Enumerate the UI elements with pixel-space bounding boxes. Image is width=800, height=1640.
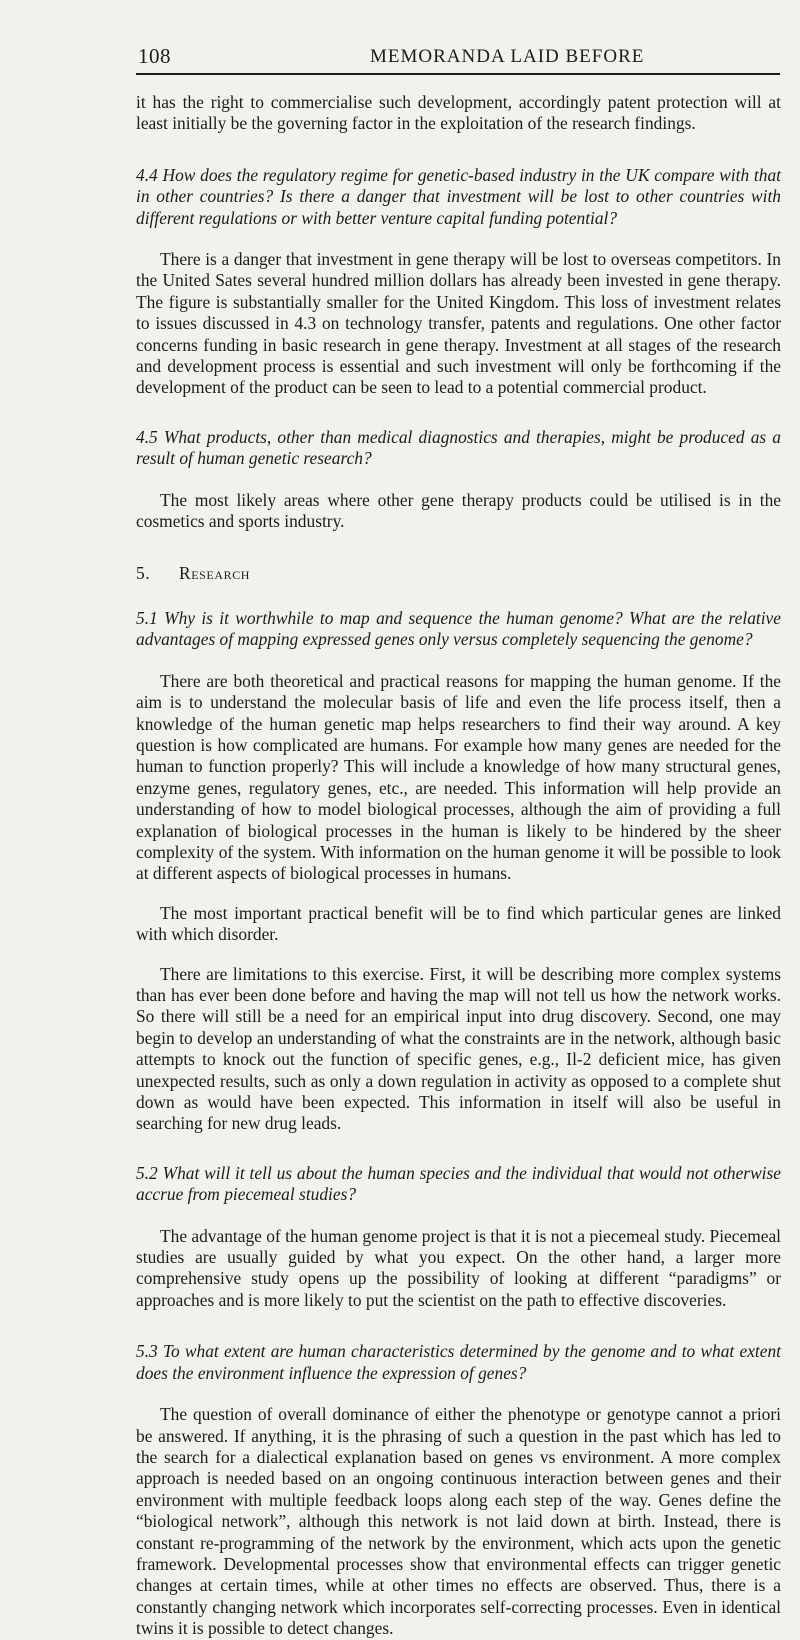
answer-4-5: The most likely areas where other gene therapy products could be utilised is in the cosmetics and sports industry. bbox=[136, 489, 781, 532]
answer-5-3: The question of overall dominance of either the phenotype or genotype cannot a priori be answered. If anything, it is the phrasing of such a question in the past which has led to the search for a dialectical explanation based on genes vs environment. A more complex approach is needed based on an ongoing continuous interaction between genes and their environment with multiple feedback loops along each step of the way. Genes define the “biological network”, although this network is not laid down at birth. Instead, there is constant re-programming of the network by the environment, which acts upon the genetic framework. Developmental processes show that environmental effects can trigger genetic changes at certain times, while at other times no effects are observed. Thus, there is a constantly changing network which incorporates self-correcting processes. Even in identical twins it is possible to detect changes. bbox=[136, 1404, 781, 1639]
header-rule bbox=[136, 73, 780, 75]
answer-5-1-c: There are limitations to this exercise. First, it will be describing more complex systems than has ever been done before and having the map will not tell us how the network works. So there will still be a need for an empirical input into drug discovery. Second, one may begin to develop an understanding of what the constraints are in the network, although basic attempts to knock out the function of specific genes, e.g., Il-2 deficient mice, has given unexpected results, such as only a down regulation in activity as opposed to a complete shut down as would have been expected. This information in itself will also be useful in searching for new drug leads. bbox=[136, 963, 781, 1134]
running-head: MEMORANDA LAID BEFORE bbox=[370, 46, 645, 67]
section-title: Research bbox=[179, 562, 251, 583]
question-5-3: 5.3 To what extent are human characteristics determined by the genome and to what extent does the environment influence the expression of genes? bbox=[136, 1341, 781, 1383]
section-heading-5 bbox=[136, 563, 781, 584]
answer-5-2: The advantage of the human genome project is that it is not a piecemeal study. Piecemeal studies are usually guided by what you expect. On the other hand, a larger more comprehensive study opens up the possibility of looking at different “paradigms” or approaches and is more likely to put the scientist on the path to effective discoveries. bbox=[136, 1225, 781, 1310]
paragraph-continued: it has the right to commercialise such development, accordingly patent protection will at least initially be the governing factor in the exploitation of the research findings. bbox=[136, 92, 781, 134]
question-4-4: 4.4 How does the regulatory regime for genetic-based industry in the UK compare with that in other countries? Is there a danger that investment will be lost to other countries with different regulations or with better venture capital funding potential? bbox=[136, 164, 781, 228]
question-5-1: 5.1 Why is it worthwhile to map and sequence the human genome? What are the relative advantages of mapping expressed genes only versus completely sequencing the genome? bbox=[136, 607, 781, 650]
page-header bbox=[138, 44, 778, 70]
question-5-2: 5.2 What will it tell us about the human species and the individual that would not otherwise accrue from piecemeal studies? bbox=[136, 1162, 781, 1205]
page-number: 108 bbox=[138, 44, 171, 68]
question-4-5: 4.5 What products, other than medical diagnostics and therapies, might be produced as a result of human genetic research? bbox=[136, 426, 781, 469]
answer-4-4: There is a danger that investment in gene therapy will be lost to overseas competitors. In the United Sates several hundred million dollars has already been invested in gene therapy. The figure is substantially smaller for the United Kingdom. This loss of investment relates to issues discussed in 4.3 on technology transfer, patents and regulations. One other factor concerns funding in basic research in gene therapy. Investment at all stages of the research and development process is essential and such investment will only be forthcoming if the development of the product can be seen to lead to a potential commercial product. bbox=[136, 249, 781, 398]
document-body bbox=[136, 92, 781, 1640]
section-number: 5. bbox=[136, 562, 151, 583]
answer-5-1-b: The most important practical benefit will be to find which particular genes are linked with which disorder. bbox=[136, 902, 781, 945]
answer-5-1-a: There are both theoretical and practical reasons for mapping the human genome. If the aim is to understand the molecular basis of life and even the life process itself, then a knowledge of the human genetic map helps researchers to find their way around. A key question is how complicated are humans. For example how many genes are needed for the human to function properly? This will include a knowledge of how many structural genes, enzyme genes, regulatory genes, etc., are needed. This information will help provide an understanding of how to model biological processes, although the aim of providing a full explanation of biological processes in the human is likely to be hindered by the sheer complexity of the system. With information on the human genome it will be possible to look at different aspects of biological processes in humans. bbox=[136, 670, 781, 884]
